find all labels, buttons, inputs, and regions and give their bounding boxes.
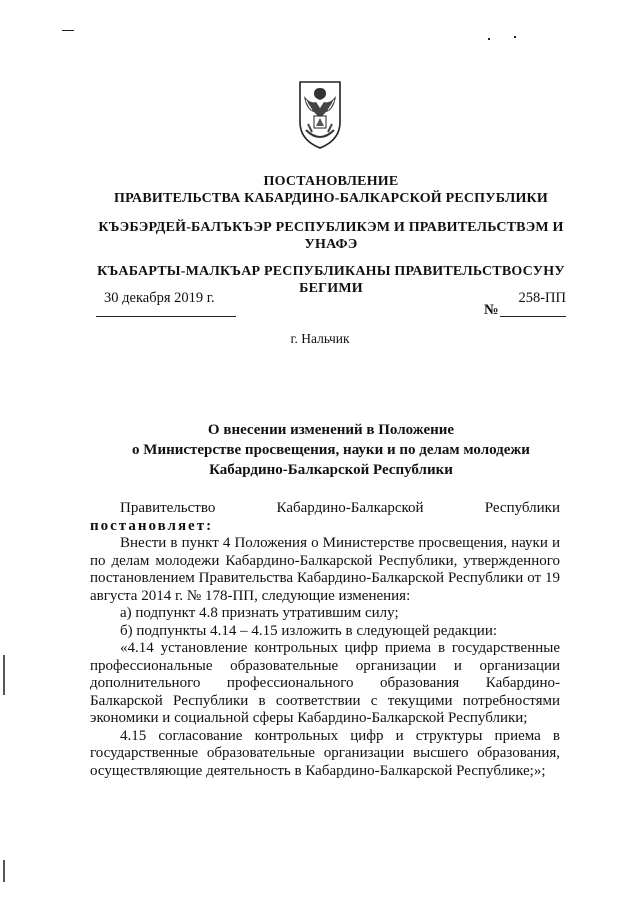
paragraph-1: Внести в пункт 4 Положения о Министерстве просвещения, науки и по делам молодежи Кабардино-Балкарской Республики, утвержденного постановлением Правительства Кабардино-Балкарской Республики от 19 августа 2014 г. № 178-ПП, следующие изменения: (90, 535, 560, 604)
title-line-1: О внесении изменений в Положение (207, 422, 455, 438)
title-line-3: Кабардино-Балкарской Республики (209, 462, 453, 478)
issuer-krc-heading: КЪАБАРТЫ-МАЛКЪАР РЕСПУБЛИКАНЫ ПРАВИТЕЛЬСТВОСУНУ БЕГИМИ (97, 264, 565, 296)
document-body (90, 500, 560, 780)
opening-line: Правительство Кабардино-Балкарской Республики (120, 500, 560, 516)
number-label: № (484, 302, 499, 318)
document-city: г. Нальчик (290, 331, 350, 346)
paragraph-4-14: «4.14 установление контрольных цифр приема в государственные профессиональные образовательные организации и организации дополнительного профессионального образования Кабардино-Балкарской Республики в соответствии с текущими потребностями экономики и социальной сферы Кабардино-Балкарской Республики; (90, 640, 560, 726)
doc-type-heading: ПОСТАНОВЛЕНИЕ ПРАВИТЕЛЬСТВА КАБАРДИНО-БАЛКАРСКОЙ РЕСПУБЛИКИ (96, 173, 566, 207)
issuer-kbd-heading: КЪЭБЭРДЕЙ-БАЛЪКЪЭР РЕСПУБЛИКЭМ И ПРАВИТЕЛЬСТВЭМ И УНАФЭ (98, 220, 564, 252)
scan-mark (3, 655, 5, 695)
scan-mark (3, 860, 5, 882)
item-a: а) подпункт 4.8 признать утратившим силу; (120, 605, 399, 621)
number-underline (500, 316, 566, 317)
coat-of-arms-emblem (296, 78, 344, 150)
paragraph-4-15: 4.15 согласование контрольных цифр и структуры приема в государственные образовательные организации высшего образования, осуществляющие деятельность в Кабардино-Балкарской Республике;»; (90, 727, 560, 779)
title-line-2: о Министерстве просвещения, науки и по делам молодежи (132, 442, 530, 458)
item-b: б) подпункты 4.14 – 4.15 изложить в следующей редакции: (120, 622, 498, 639)
decree-word: постановляет: (90, 517, 214, 534)
scan-mark (488, 38, 490, 40)
document-date: 30 декабря 2019 г. (104, 290, 215, 306)
date-underline (96, 316, 236, 317)
scan-mark (62, 30, 74, 31)
scan-mark (514, 36, 516, 38)
issuer-ru-heading: ПРАВИТЕЛЬСТВА КАБАРДИНО-БАЛКАРСКОЙ РЕСПУБЛИКИ (113, 191, 549, 206)
document-number: 258-ПП (518, 290, 566, 306)
document-title (96, 420, 566, 480)
